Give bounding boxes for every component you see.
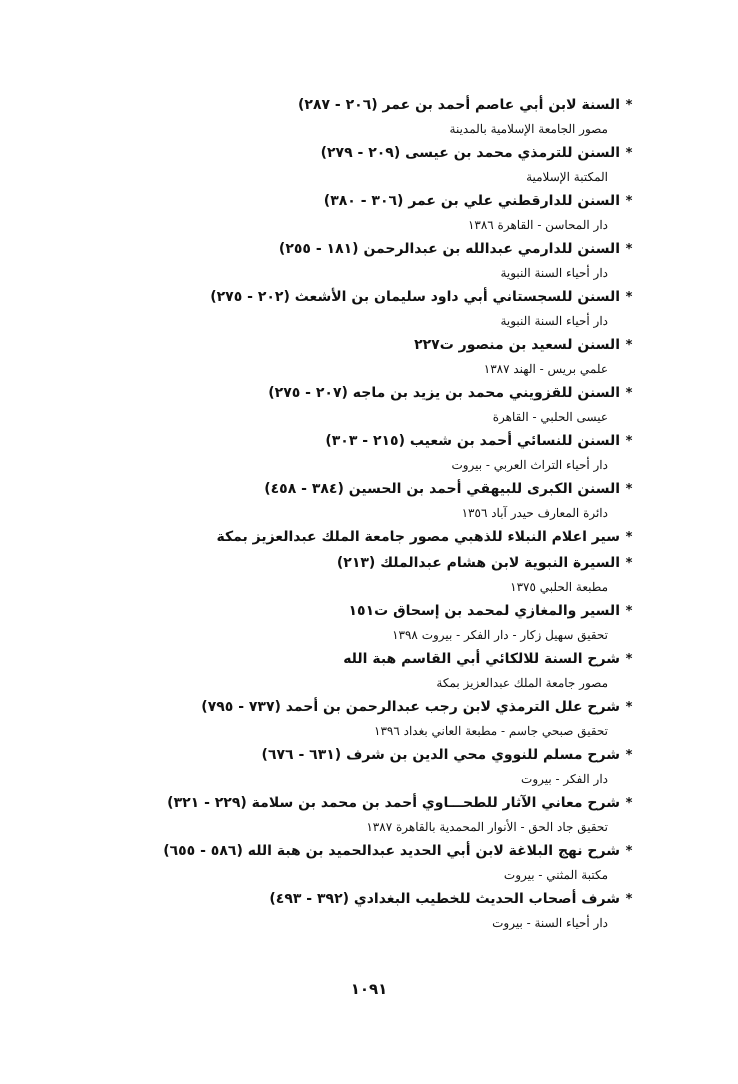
- entry-title: السنن للقزويني محمد بن يزيد بن ماجه (٢٠٧ - ٢٧٥): [268, 385, 620, 401]
- bibliography-list: [118, 92, 638, 934]
- bullet-icon: *: [625, 145, 633, 161]
- bibliography-entry: [118, 524, 638, 550]
- bibliography-entry: [118, 694, 638, 742]
- entry-title: شرح علل الترمذي لابن رجب عبدالرحمن بن أحمد (٧٣٧ - ٧٩٥): [201, 699, 620, 715]
- bibliography-entry: [118, 886, 638, 934]
- entry-title: شرح نهج البلاغة لابن أبي الحديد عبدالحميد بن هبة الله (٥٨٦ - ٦٥٥): [163, 843, 620, 859]
- bullet-icon: *: [625, 337, 633, 353]
- bullet-icon: *: [625, 603, 633, 619]
- entry-publisher: عيسى الحلبي - القاهرة: [492, 410, 608, 424]
- entry-title-line: [118, 284, 638, 310]
- entry-publisher: دار المحاسن - القاهرة ١٣٨٦: [467, 218, 608, 232]
- entry-title-line: [118, 236, 638, 262]
- entry-publisher: دار أحياء السنة النبوية: [500, 266, 608, 280]
- entry-title: السنن للسجستاني أبي داود سليمان بن الأشعث (٢٠٢ - ٢٧٥): [210, 289, 620, 305]
- bibliography-entry: [118, 380, 638, 428]
- entry-publisher: تحقيق سهيل زكار - دار الفكر - بيروت ١٣٩٨: [392, 628, 608, 642]
- bibliography-entry: [118, 838, 638, 886]
- entry-title: السنن للدارمي عبدالله بن عبدالرحمن (١٨١ - ٢٥٥): [278, 241, 620, 257]
- entry-title-line: [118, 332, 638, 358]
- entry-title: السير والمغازي لمحمد بن إسحاق ت١٥١: [348, 603, 620, 619]
- bibliography-entry: [118, 92, 638, 140]
- entry-publisher: مصور جامعة الملك عبدالعزيز بمكة: [436, 676, 608, 690]
- entry-title: السيرة النبوية لابن هشام عبدالملك (٢١٣): [336, 555, 620, 571]
- entry-title-line: [118, 598, 638, 624]
- entry-publisher: دائرة المعارف حيدر آباد ١٣٥٦: [461, 506, 608, 520]
- bullet-icon: *: [625, 555, 633, 571]
- bullet-icon: *: [625, 241, 633, 257]
- entry-title-line: [118, 188, 638, 214]
- entry-title: السنن للنسائي أحمد بن شعيب (٢١٥ - ٣٠٣): [325, 433, 620, 449]
- entry-title-line: [118, 838, 638, 864]
- bibliography-entry: [118, 476, 638, 524]
- entry-title: شرح مسلم للنووي محي الدين بن شرف (٦٣١ - ٦٧٦): [261, 747, 620, 763]
- entry-publisher: دار أحياء السنة - بيروت: [492, 916, 608, 930]
- entry-title-line: [118, 646, 638, 672]
- entry-title: سير اعلام النبلاء للذهبي مصور جامعة الملك عبدالعزيز بمكة: [216, 529, 620, 545]
- bullet-icon: *: [625, 651, 633, 667]
- bullet-icon: *: [625, 481, 633, 497]
- bullet-icon: *: [625, 843, 633, 859]
- entry-title-line: [118, 742, 638, 768]
- entry-title: شرف أصحاب الحديث للخطيب البغدادي (٣٩٢ - ٤٩٣): [269, 891, 620, 907]
- bibliography-entry: [118, 550, 638, 598]
- entry-publisher: دار الفكر - بيروت: [521, 772, 608, 786]
- bullet-icon: *: [625, 193, 633, 209]
- entry-title-line: [118, 790, 638, 816]
- entry-title-line: [118, 694, 638, 720]
- bullet-icon: *: [625, 289, 633, 305]
- bibliography-entry: [118, 790, 638, 838]
- entry-title: شرح معاني الآثار للطحـــاوي أحمد بن محمد بن سلامة (٢٢٩ - ٣٢١): [167, 795, 620, 811]
- entry-publisher: دار أحياء التراث العربي - بيروت: [451, 458, 608, 472]
- entry-title-line: [118, 380, 638, 406]
- bibliography-entry: [118, 236, 638, 284]
- entry-publisher: علمي بريس - الهند ١٣٨٧: [483, 362, 608, 376]
- bibliography-entry: [118, 646, 638, 694]
- bullet-icon: *: [625, 97, 633, 113]
- bibliography-entry: [118, 188, 638, 236]
- entry-publisher: تحقيق جاد الحق - الأنوار المحمدية بالقاهرة ١٣٨٧: [366, 820, 608, 834]
- entry-title: السنن للترمذي محمد بن عيسى (٢٠٩ - ٢٧٩): [320, 145, 620, 161]
- entry-title: السنن الكبرى للبيهقي أحمد بن الحسين (٣٨٤ - ٤٥٨): [264, 481, 620, 497]
- entry-title: السنن لسعيد بن منصور ت٢٢٧: [414, 337, 620, 353]
- entry-title-line: [118, 476, 638, 502]
- bibliography-entry: [118, 598, 638, 646]
- entry-publisher: مكتبة المثني - بيروت: [503, 868, 608, 882]
- bullet-icon: *: [625, 747, 633, 763]
- bullet-icon: *: [625, 529, 633, 545]
- entry-title: السنة لابن أبي عاصم أحمد بن عمر (٢٠٦ - ٢٨٧): [298, 97, 620, 113]
- bullet-icon: *: [625, 433, 633, 449]
- entry-title-line: [118, 428, 638, 454]
- entry-title: شرح السنة للالكائي أبي القاسم هبة الله: [343, 651, 620, 667]
- entry-publisher: المكتبة الإسلامية: [526, 170, 608, 184]
- page-number: ١٠٩١: [350, 980, 388, 998]
- bibliography-entry: [118, 332, 638, 380]
- entry-title: السنن للدارقطني علي بن عمر (٣٠٦ - ٣٨٠): [323, 193, 620, 209]
- bibliography-entry: [118, 742, 638, 790]
- bibliography-entry: [118, 284, 638, 332]
- entry-title-line: [118, 140, 638, 166]
- entry-title-line: [118, 524, 638, 550]
- entry-publisher: مطبعة الحلبي ١٣٧٥: [510, 580, 608, 594]
- entry-publisher: مصور الجامعة الإسلامية بالمدينة: [449, 122, 608, 136]
- entry-title-line: [118, 92, 638, 118]
- entry-title-line: [118, 550, 638, 576]
- bullet-icon: *: [625, 699, 633, 715]
- bibliography-entry: [118, 428, 638, 476]
- bullet-icon: *: [625, 795, 633, 811]
- bibliography-entry: [118, 140, 638, 188]
- entry-publisher: تحقيق صبحي جاسم - مطبعة العاني بغداد ١٣٩٦: [374, 724, 608, 738]
- entry-title-line: [118, 886, 638, 912]
- bullet-icon: *: [625, 891, 633, 907]
- entry-publisher: دار أحياء السنة النبوية: [500, 314, 608, 328]
- bullet-icon: *: [625, 385, 633, 401]
